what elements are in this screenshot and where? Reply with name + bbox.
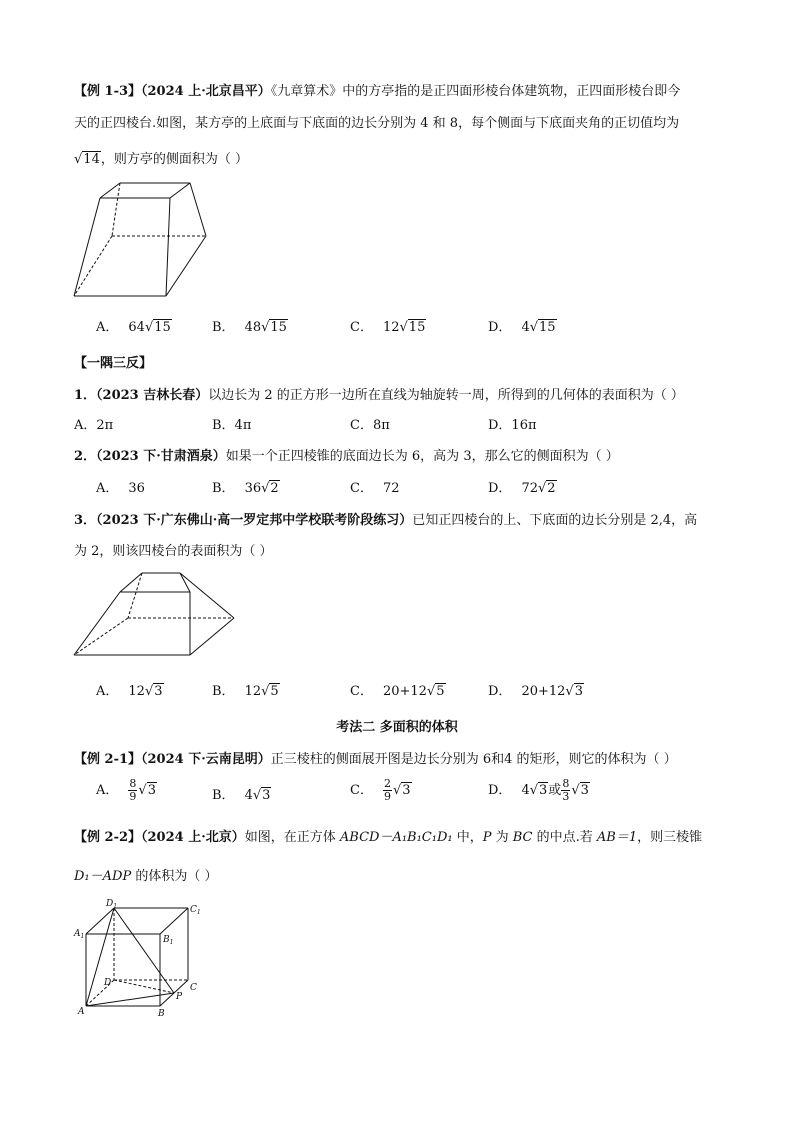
ex13-option-c[interactable]: C． 12√15 — [350, 320, 426, 335]
ex21-option-c[interactable]: C． $\frac{2}{9}$ √3 — [350, 777, 411, 803]
label-P: P — [176, 992, 183, 1002]
section-yiyusanfan: 【一隅三反】 — [74, 356, 153, 371]
ex22-line2: D₁－ADP 的体积为（ ） — [74, 869, 218, 884]
q3-option-d[interactable]: D． 20+12√3 — [488, 684, 583, 699]
ex13-line2: 天的正四棱台.如图，某方亭的上底面与下底面的边长分别为 4 和 8，每个侧面与下底面夹角的正切值均为 — [74, 116, 680, 131]
ex13-option-b[interactable]: B． 48√15 — [212, 320, 287, 335]
ex21-option-a[interactable]: A． $\frac{8}{9}$ √3 — [96, 777, 156, 803]
ex13-text3: ，则方亭的侧面积为（ ） — [100, 152, 248, 167]
q2-option-a[interactable]: A． 36 — [96, 481, 145, 496]
q1-option-b[interactable]: B．4π — [212, 418, 252, 433]
ex13-option-a[interactable]: A． 64√15 — [96, 320, 171, 335]
label-C: C — [190, 983, 197, 993]
ex22-line1: 【例 2-2】（2024 上·北京）如图，在正方体 ABCD－A₁B₁C₁D₁ 中，P 为 BC 的中点.若 AB＝1，则三棱锥 — [74, 830, 703, 845]
q2-option-b[interactable]: B． 36√2 — [212, 481, 279, 496]
ex21-option-d[interactable]: D． 4√3或 $\frac{8}{3}$ √3 — [488, 777, 589, 803]
ex21-option-b[interactable]: B． 4√3 — [212, 788, 271, 803]
q1-option-a[interactable]: A．2π — [74, 418, 114, 433]
ex13-sqrt14: 14 — [83, 152, 100, 167]
q3-text-line2: 为 2，则该四棱台的表面积为（ ） — [74, 544, 273, 559]
label-D: D — [104, 978, 112, 988]
q2-option-c[interactable]: C． 72 — [350, 481, 400, 496]
q3-option-a[interactable]: A． 12√3 — [96, 684, 163, 699]
q3-text-line1: 3．（2023 下·广东佛山·高一罗定邦中学校联考阶段练习）已知正四棱台的上、下底面的边长分别是 2,4，高 — [74, 513, 698, 528]
label-A1: $A_1$ — [74, 929, 85, 940]
q2-text: 2．（2023 下·甘肃酒泉）如果一个正四棱锥的底面边长为 6，高为 3，那么它的侧面积为（ ） — [74, 449, 619, 464]
label-C1: $C_1$ — [190, 905, 201, 916]
label-B: B — [158, 1009, 165, 1019]
label-B1: $B_1$ — [163, 935, 174, 946]
section-heading-2: 考法二 多面积的体积 — [336, 720, 458, 735]
q2-option-d[interactable]: D． 72√2 — [488, 481, 556, 496]
q3-option-b[interactable]: B． 12√5 — [212, 684, 279, 699]
q1-option-d[interactable]: D．16π — [488, 418, 537, 433]
ex21-text: 【例 2-1】（2024 下·云南昆明）正三棱柱的侧面展开图是边长分别为 6和4 的矩形，则它的体积为（ ） — [74, 752, 677, 767]
label-A: A — [78, 1007, 85, 1017]
ex13-tag: 【例 1-3】 — [74, 84, 142, 99]
ex13-source: （2024 上·北京昌平） — [141, 84, 271, 99]
ex13-text1: 《九章算术》中的方亭指的是正四面形棱台体建筑物，正四面形棱台即今 — [270, 84, 681, 99]
ex13-line3: √14，则方亭的侧面积为（ ） — [74, 152, 248, 167]
q3-option-c[interactable]: C． 20+12√5 — [350, 684, 445, 699]
ex13-option-d[interactable]: D． 4√15 — [488, 320, 556, 335]
q1-option-c[interactable]: C．8π — [350, 418, 390, 433]
q1-text: 1．（2023 吉林长春）以边长为 2 的正方形一边所在直线为轴旋转一周，所得到的几何体的表面积为（ ） — [74, 388, 684, 403]
label-D1: $D_1$ — [106, 899, 118, 910]
